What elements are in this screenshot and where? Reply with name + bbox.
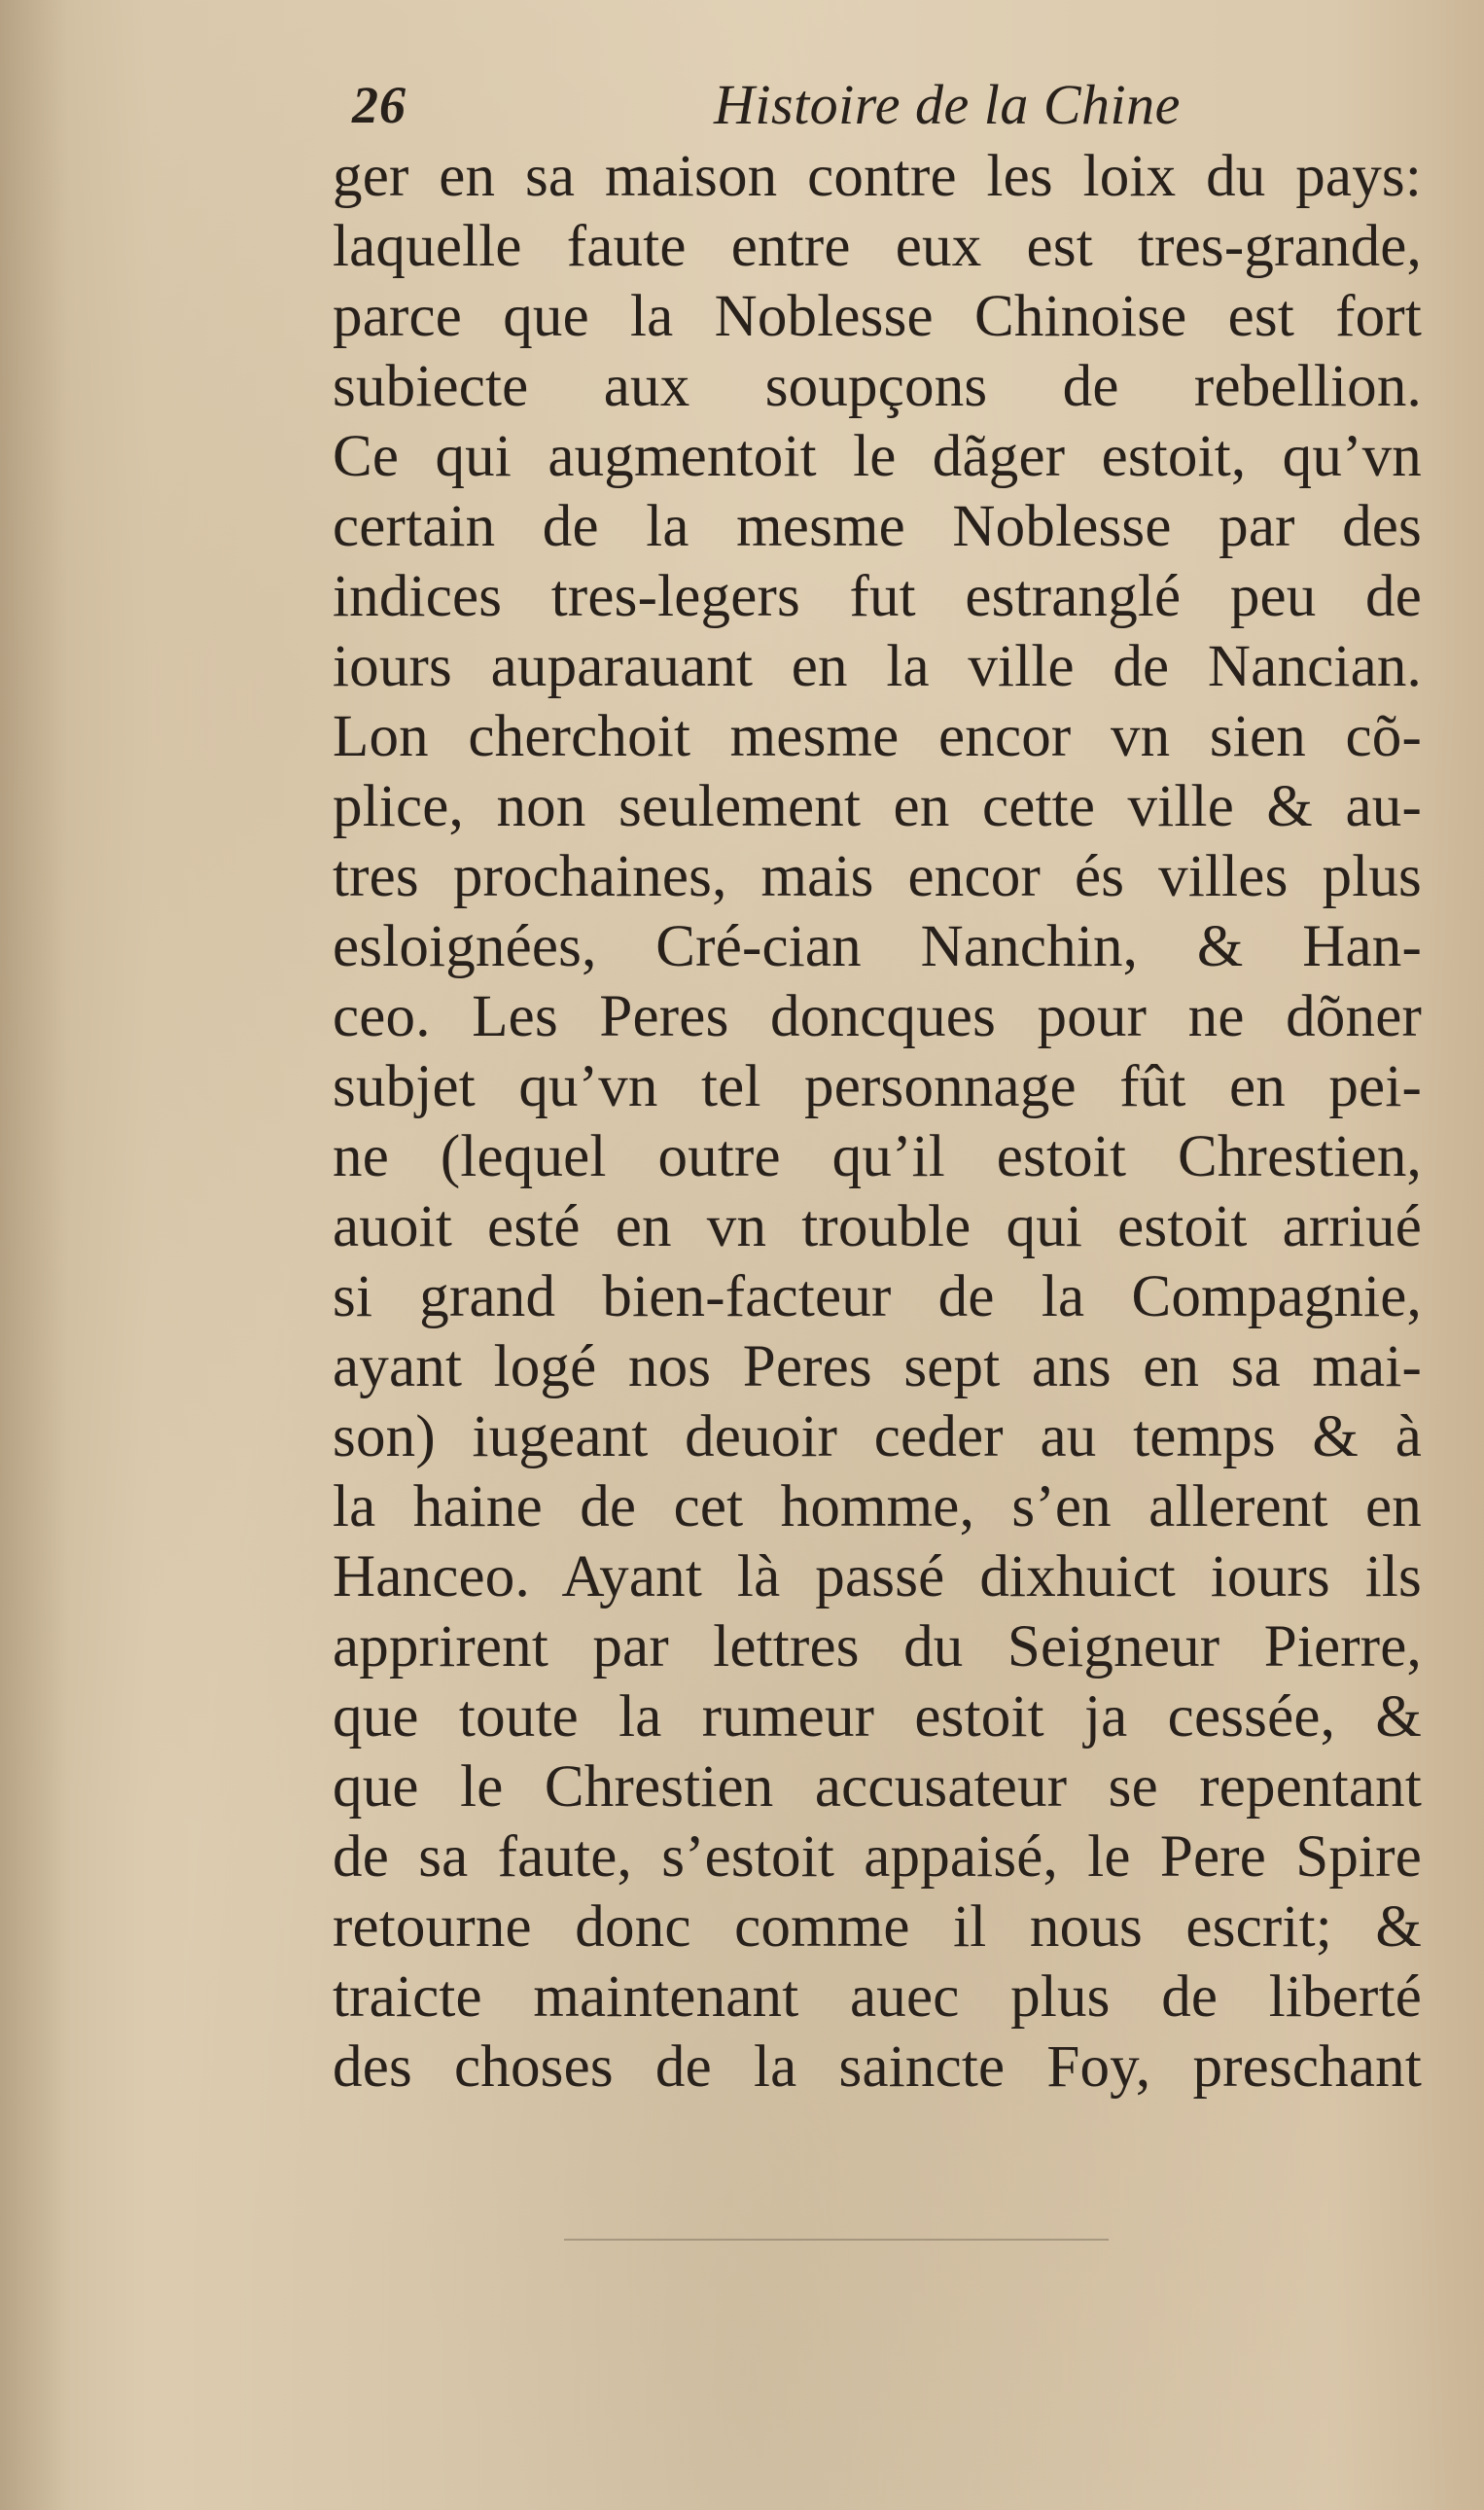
catchword-underline [564,2239,1109,2241]
text-line-13: ceo. Les Peres doncques pour ne dõner [333,984,1422,1049]
text-line-10: plice, non seulement en cette ville & au- [333,774,1422,839]
text-line-12: esloignées, Cré-cian Nanchin, & Han- [333,914,1422,979]
running-head: Histoire de la Chine [714,73,1181,136]
text-line-18: ayant logé nos Peres sept ans en sa mai- [333,1334,1422,1399]
text-line-5-content: Ce qui augmentoit le dãger estoit, qu’vn [333,424,1422,489]
text-line-16: auoit esté en vn trouble qui estoit arriué [333,1194,1422,1259]
page-number: 26 [352,76,406,134]
text-line-22: apprirent par lettres du Seigneur Pierre, [333,1614,1422,1679]
page-fold-shadow [0,0,68,2510]
text-line-7: indices tres-legers fut estranglé peu de [333,564,1422,629]
text-line-6: certain de la mesme Noblesse par des [333,494,1422,559]
text-line-24: que le Chrestien accusateur se repentant [333,1754,1422,1820]
page-header [333,68,1422,142]
text-line-5 [333,422,1422,492]
text-line-19: son) iugeant deuoir ceder au temps & à [333,1404,1422,1469]
text-line-17: si grand bien-facteur de la Compagnie, [333,1264,1422,1329]
text-line-2: laquelle faute entre eux est tres-grande, [333,214,1422,279]
text-line-25: de sa faute, s’estoit appaisé, le Pere Spire [333,1824,1422,1890]
text-line-9: Lon cherchoit mesme encor vn sien cõ- [333,704,1422,769]
text-line-23: que toute la rumeur estoit ja cessée, & [333,1684,1422,1750]
text-line-11: tres prochaines, mais encor és villes plus [333,844,1422,909]
text-line-27: traicte maintenant auec plus de liberté [333,1964,1422,2030]
text-line-21: Hanceo. Ayant là passé dixhuict iours ils [333,1544,1422,1609]
text-line-28: des choses de la saincte Foy, preschant [333,2034,1422,2100]
text-line-4: subiecte aux soupçons de rebellion. [333,354,1422,419]
text-line-1: ger en sa maison contre les loix du pays: [333,144,1422,209]
text-line-26: retourne donc comme il nous escrit; & [333,1894,1422,1960]
text-line-20: la haine de cet homme, s’en allerent en [333,1474,1422,1539]
text-line-14: subjet qu’vn tel personnage fût en pei- [333,1054,1422,1119]
text-line-8: iours auparauant en la ville de Nancian. [333,634,1422,699]
page-text-block [333,68,1422,2103]
text-line-15: ne (lequel outre qu’il estoit Chrestien, [333,1124,1422,1189]
text-line-3: parce que la Noblesse Chinoise est fort [333,284,1422,349]
